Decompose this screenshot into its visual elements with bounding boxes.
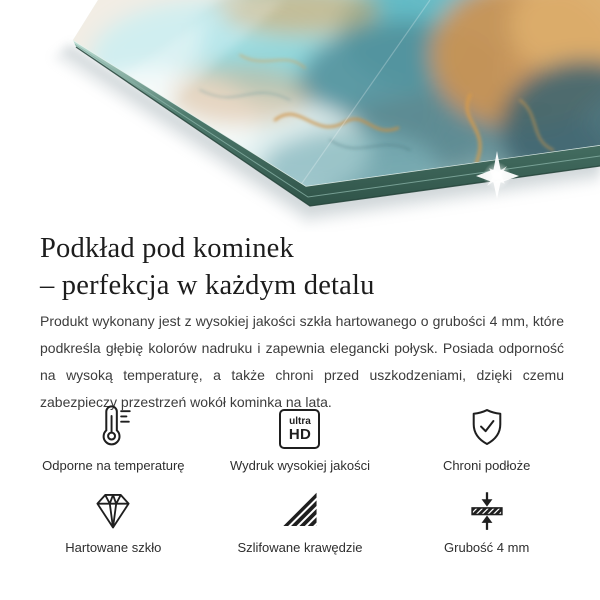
feature-item-protects [393, 399, 580, 473]
ultra-hd-text-top: ultra [289, 415, 311, 427]
feature-item-temperature [20, 399, 207, 473]
page-title-line1: Podkład pod kominek [40, 233, 294, 264]
feature-label: Grubość 4 mm [444, 540, 530, 555]
diamond-icon [91, 491, 135, 531]
product-description: Produkt wykonany jest z wysokiej jakości szkła hartowanego o grubości 4 mm, które podkreśla głębię kolorów nadruku i zapewnia elegancki połysk. Posiada odporność na wysoką temperaturę, a także chroni przed uszkodzeniami, dzięki czemu zabezpieczy przestrzeń wokół kominka na lata. [40, 313, 564, 410]
thickness-4mm-icon [466, 491, 508, 531]
ultra-hd-icon [279, 399, 320, 449]
page-title-line2: – perfekcja w każdym detalu [40, 269, 375, 301]
feature-item-tempered-glass [20, 491, 207, 555]
features-grid [20, 399, 580, 555]
feature-label: Szlifowane krawędzie [237, 540, 363, 555]
polished-edges-icon [280, 491, 320, 531]
feature-label: Hartowane szkło [65, 540, 162, 555]
shield-check-icon [465, 399, 509, 449]
feature-label: Odporne na temperaturę [42, 458, 185, 473]
feature-item-print-quality [207, 399, 394, 473]
thermometer-icon [90, 399, 136, 449]
feature-label: Wydruk wysokiej jakości [229, 458, 370, 473]
feature-label: Chroni podłoże [442, 458, 531, 473]
feature-item-thickness [393, 491, 580, 555]
ultra-hd-text-bottom: HD [288, 425, 312, 443]
feature-item-polished-edges [207, 491, 394, 555]
glass-pad-photo [0, 0, 600, 232]
page-title [40, 231, 560, 304]
hero-photo [0, 0, 600, 232]
